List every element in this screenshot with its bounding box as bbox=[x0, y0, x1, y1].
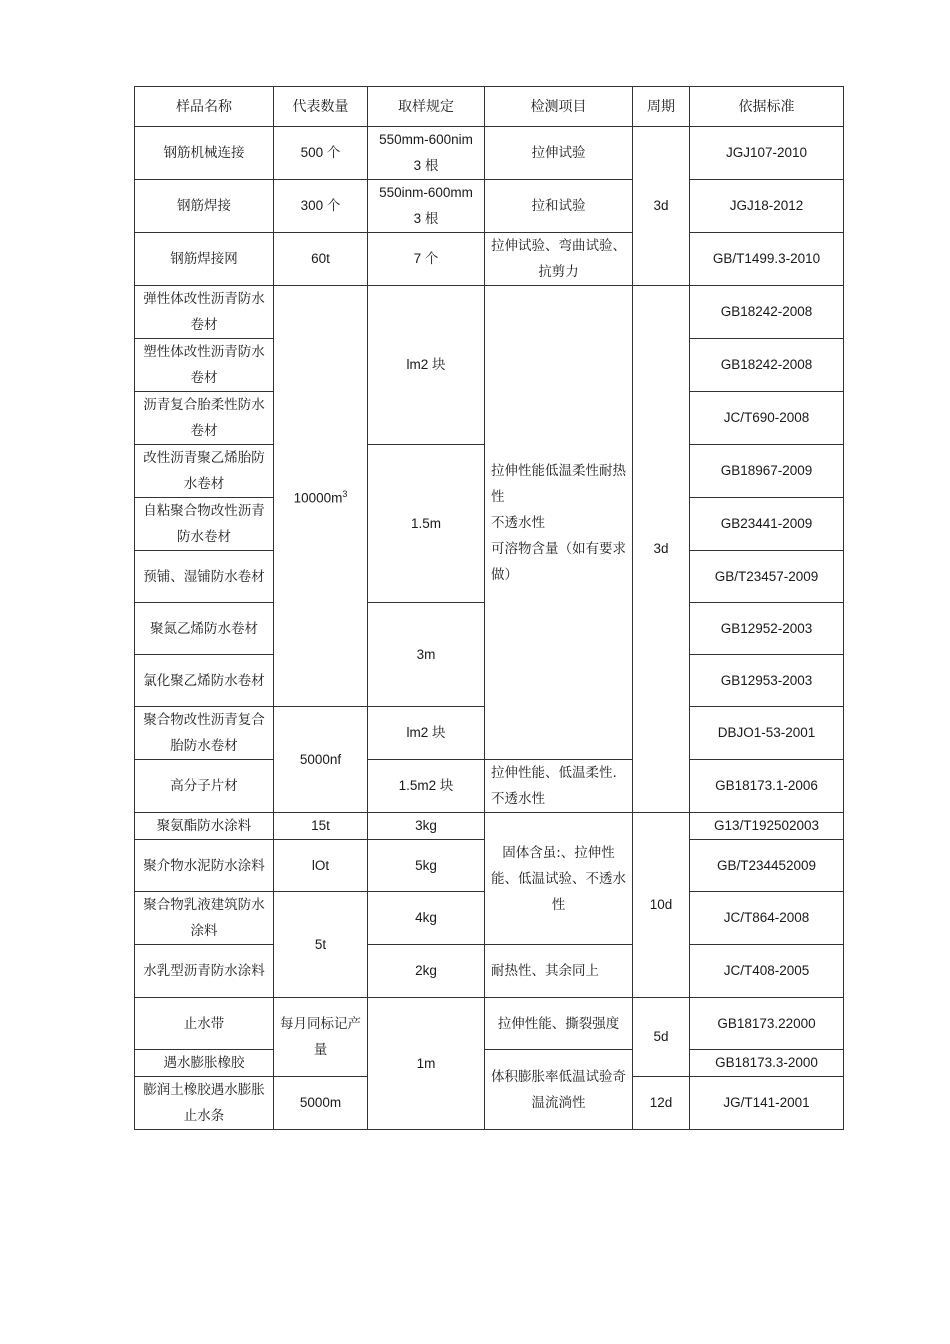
header-row bbox=[135, 87, 844, 127]
sample-name: 钢筋焊接 bbox=[135, 180, 274, 233]
sampling-rule: 1.5m bbox=[368, 445, 485, 603]
sampling-rule: 1.5m2 块 bbox=[368, 760, 485, 813]
sample-name: 沥青复合胎柔性防水卷材 bbox=[135, 392, 274, 445]
table-row bbox=[135, 180, 844, 233]
sampling-rule: 2kg bbox=[368, 945, 485, 998]
sample-name: 聚氮乙烯防水卷材 bbox=[135, 603, 274, 655]
sampling-rule: lm2 块 bbox=[368, 286, 485, 445]
sample-name: 氯化聚乙烯防水卷材 bbox=[135, 655, 274, 707]
standard: G13/T192502003 bbox=[690, 813, 844, 840]
sample-name: 止水带 bbox=[135, 998, 274, 1050]
quantity: 15t bbox=[274, 813, 368, 840]
quantity: 300 个 bbox=[274, 180, 368, 233]
test-items: 拉和试验 bbox=[485, 180, 633, 233]
sample-name: 水乳型沥青防水涂料 bbox=[135, 945, 274, 998]
standard: JC/T864-2008 bbox=[690, 892, 844, 945]
sample-name: 塑性体改性沥青防水卷材 bbox=[135, 339, 274, 392]
period: 5d bbox=[633, 998, 690, 1077]
sample-name: 遇水膨胀橡胶 bbox=[135, 1050, 274, 1077]
test-items: 固体含虽:、拉伸性能、低温试验、不透水性 bbox=[485, 813, 633, 945]
period: 3d bbox=[633, 286, 690, 813]
sampling-rule: 550inm-600mm 3 根 bbox=[368, 180, 485, 233]
header-standard: 依据标准 bbox=[690, 87, 844, 127]
test-items: 体积膨胀率低温试验奇温流淌性 bbox=[485, 1050, 633, 1130]
quantity: 5000m bbox=[274, 1077, 368, 1130]
quantity: 5000nf bbox=[274, 707, 368, 813]
table-row bbox=[135, 1050, 844, 1077]
period: 10d bbox=[633, 813, 690, 998]
standard: GB18173.1-2006 bbox=[690, 760, 844, 813]
test-items: 拉伸性能、撕裂强度 bbox=[485, 998, 633, 1050]
sampling-rule: 5kg bbox=[368, 840, 485, 892]
sample-name: 钢筋焊接网 bbox=[135, 233, 274, 286]
test-items-line: 拉伸性能低温柔性耐热性 bbox=[491, 462, 626, 505]
table-row bbox=[135, 813, 844, 840]
header-period: 周期 bbox=[633, 87, 690, 127]
standard: GB/T1499.3-2010 bbox=[690, 233, 844, 286]
table-row bbox=[135, 233, 844, 286]
standard: JC/T690-2008 bbox=[690, 392, 844, 445]
test-items-line: 不透水性 bbox=[491, 514, 545, 531]
standard: JC/T408-2005 bbox=[690, 945, 844, 998]
standard: JG/T141-2001 bbox=[690, 1077, 844, 1130]
standard: JGJ18-2012 bbox=[690, 180, 844, 233]
header-test-items: 检测项目 bbox=[485, 87, 633, 127]
standard: GB23441-2009 bbox=[690, 498, 844, 551]
table-row bbox=[135, 127, 844, 180]
test-items: 拉伸性能、低温柔性.不透水性 bbox=[485, 760, 633, 813]
test-items: 耐热性、其余同上 bbox=[485, 945, 633, 998]
quantity-value: 10000m bbox=[293, 490, 343, 506]
sampling-rule: lm2 块 bbox=[368, 707, 485, 760]
test-items: 拉伸试验、弯曲试验、抗剪力 bbox=[485, 233, 633, 286]
sampling-rule: 1m bbox=[368, 998, 485, 1130]
sample-name: 聚氨酯防水涂料 bbox=[135, 813, 274, 840]
sample-name: 自粘聚合物改性沥青防水卷材 bbox=[135, 498, 274, 551]
quantity: 每月同标记产量 bbox=[274, 998, 368, 1077]
standard: GB18242-2008 bbox=[690, 339, 844, 392]
sampling-rule: 4kg bbox=[368, 892, 485, 945]
quantity: 5t bbox=[274, 892, 368, 998]
quantity: 500 个 bbox=[274, 127, 368, 180]
standard: GB12952-2003 bbox=[690, 603, 844, 655]
table-row bbox=[135, 945, 844, 998]
header-quantity: 代表数量 bbox=[274, 87, 368, 127]
period: 3d bbox=[633, 127, 690, 286]
test-items bbox=[485, 286, 633, 760]
standard: GB/T234452009 bbox=[690, 840, 844, 892]
sampling-rule: 550mm-600nim 3 根 bbox=[368, 127, 485, 180]
standard: GB18173.22000 bbox=[690, 998, 844, 1050]
table-row bbox=[135, 760, 844, 813]
table-row bbox=[135, 286, 844, 339]
test-items-line: 可溶物含量（如有要求做） bbox=[491, 540, 626, 583]
sample-name: 预铺、湿铺防水卷材 bbox=[135, 551, 274, 603]
sample-name: 弹性体改性沥青防水卷材 bbox=[135, 286, 274, 339]
sample-name: 高分子片材 bbox=[135, 760, 274, 813]
sample-name: 膨润土橡胶遇水膨胀止水条 bbox=[135, 1077, 274, 1130]
sample-name: 聚合物乳液建筑防水涂料 bbox=[135, 892, 274, 945]
standard: DBJO1-53-2001 bbox=[690, 707, 844, 760]
sampling-rule: 3m bbox=[368, 603, 485, 707]
quantity: 60t bbox=[274, 233, 368, 286]
header-sampling-rule: 取样规定 bbox=[368, 87, 485, 127]
table-row bbox=[135, 998, 844, 1050]
standard: GB/T23457-2009 bbox=[690, 551, 844, 603]
sampling-rule: 7 个 bbox=[368, 233, 485, 286]
sample-name: 聚合物改性沥青复合胎防水卷材 bbox=[135, 707, 274, 760]
standard: GB18242-2008 bbox=[690, 286, 844, 339]
sample-name: 改性沥青聚乙烯胎防水卷材 bbox=[135, 445, 274, 498]
sample-name: 钢筋机械连接 bbox=[135, 127, 274, 180]
test-items: 拉伸试验 bbox=[485, 127, 633, 180]
quantity bbox=[274, 286, 368, 707]
inspection-table bbox=[134, 86, 844, 1130]
header-sample-name: 样品名称 bbox=[135, 87, 274, 127]
period: 12d bbox=[633, 1077, 690, 1130]
sample-name: 聚介物水泥防水涂料 bbox=[135, 840, 274, 892]
quantity-superscript: 3 bbox=[342, 488, 348, 499]
quantity: lOt bbox=[274, 840, 368, 892]
sampling-rule: 3kg bbox=[368, 813, 485, 840]
standard: GB12953-2003 bbox=[690, 655, 844, 707]
standard: JGJ107-2010 bbox=[690, 127, 844, 180]
standard: GB18173.3-2000 bbox=[690, 1050, 844, 1077]
standard: GB18967-2009 bbox=[690, 445, 844, 498]
